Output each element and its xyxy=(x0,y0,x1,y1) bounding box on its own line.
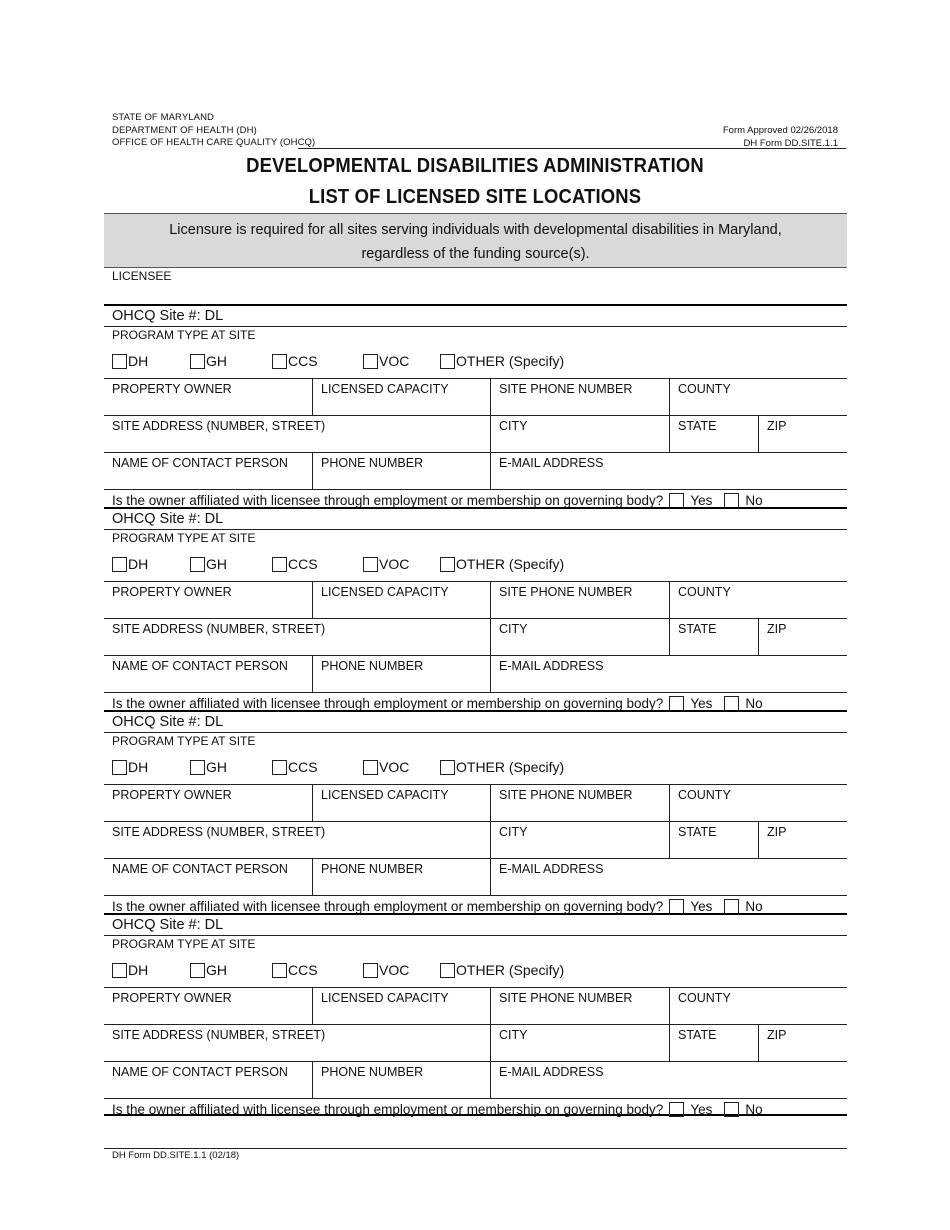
county-field[interactable] xyxy=(670,582,847,619)
program-option[interactable] xyxy=(440,759,564,775)
field-label: COUNTY xyxy=(678,585,731,599)
program-option-label: OTHER (Specify) xyxy=(456,962,565,978)
site-number-field[interactable]: OHCQ Site #: DL xyxy=(104,712,847,733)
field-label: SITE ADDRESS (NUMBER, STREET) xyxy=(112,419,326,433)
program-option-label: DH xyxy=(128,962,149,978)
field-label: STATE xyxy=(678,825,717,839)
contact-person-field[interactable] xyxy=(104,1062,313,1099)
checkbox[interactable] xyxy=(440,354,455,369)
field-label: LICENSED CAPACITY xyxy=(321,382,449,396)
checkbox[interactable] xyxy=(190,963,205,978)
phone-number-field[interactable] xyxy=(313,1062,491,1099)
checkbox[interactable] xyxy=(112,760,127,775)
email-field[interactable] xyxy=(491,859,847,896)
yes-checkbox[interactable] xyxy=(669,899,684,914)
field-label: STATE xyxy=(678,1028,717,1042)
form-approval-info xyxy=(723,125,838,150)
property-owner-field[interactable] xyxy=(104,785,313,822)
no-checkbox[interactable] xyxy=(724,899,739,914)
site-block xyxy=(104,304,847,507)
program-option[interactable] xyxy=(112,556,148,572)
program-option[interactable] xyxy=(272,759,318,775)
site-block xyxy=(104,507,847,710)
field-label: NAME OF CONTACT PERSON xyxy=(112,659,288,673)
checkbox[interactable] xyxy=(363,354,378,369)
program-type-options xyxy=(104,749,847,785)
checkbox[interactable] xyxy=(112,354,127,369)
field-label: NAME OF CONTACT PERSON xyxy=(112,862,288,876)
program-option[interactable] xyxy=(190,353,227,369)
field-label: ZIP xyxy=(767,825,787,839)
field-label: E-MAIL ADDRESS xyxy=(499,456,604,470)
program-option-label: VOC xyxy=(379,759,410,775)
program-option[interactable] xyxy=(272,962,318,978)
program-type-label: PROGRAM TYPE AT SITE xyxy=(112,734,256,748)
email-field[interactable] xyxy=(491,453,847,490)
checkbox[interactable] xyxy=(363,760,378,775)
site-address-field[interactable] xyxy=(104,822,491,859)
affiliation-question xyxy=(104,1099,847,1119)
agency-state: STATE OF MARYLAND xyxy=(112,112,214,123)
program-option[interactable] xyxy=(272,556,318,572)
city-field[interactable] xyxy=(491,822,670,859)
notice-line-2: regardless of the funding source(s). xyxy=(361,246,590,262)
yes-checkbox[interactable] xyxy=(669,493,684,508)
field-label: COUNTY xyxy=(678,991,731,1005)
field-label: E-MAIL ADDRESS xyxy=(499,862,604,876)
email-field[interactable] xyxy=(491,1062,847,1099)
program-option-label: GH xyxy=(206,962,227,978)
zip-field[interactable] xyxy=(759,822,847,859)
zip-field[interactable] xyxy=(759,416,847,453)
field-label: CITY xyxy=(499,622,528,636)
program-option-label: GH xyxy=(206,353,227,369)
program-option[interactable] xyxy=(440,353,564,369)
checkbox[interactable] xyxy=(190,354,205,369)
site-number-field[interactable]: OHCQ Site #: DL xyxy=(104,509,847,530)
field-label: NAME OF CONTACT PERSON xyxy=(112,1065,288,1079)
checkbox[interactable] xyxy=(363,963,378,978)
licensee-label: LICENSEE xyxy=(112,269,172,283)
county-field[interactable] xyxy=(670,988,847,1025)
state-field[interactable] xyxy=(670,416,759,453)
field-label: ZIP xyxy=(767,1028,787,1042)
field-label: CITY xyxy=(499,419,528,433)
city-field[interactable] xyxy=(491,416,670,453)
affiliation-question-text: Is the owner affiliated with licensee through employment or membership on governing body? xyxy=(112,1101,664,1117)
county-field[interactable] xyxy=(670,379,847,416)
field-label: SITE PHONE NUMBER xyxy=(499,991,633,1005)
program-option-label: OTHER (Specify) xyxy=(456,556,565,572)
program-option-label: OTHER (Specify) xyxy=(456,353,565,369)
program-option[interactable] xyxy=(190,962,227,978)
program-option[interactable] xyxy=(190,556,227,572)
yes-label: Yes xyxy=(690,1101,713,1117)
form-approved-date: Form Approved 02/26/2018 xyxy=(722,125,838,136)
program-option-label: CCS xyxy=(288,556,318,572)
no-checkbox[interactable] xyxy=(724,1102,739,1117)
notice-line-1: Licensure is required for all sites serving individuals with developmental disabilities in Maryland, xyxy=(169,222,782,238)
program-option[interactable] xyxy=(440,556,564,572)
footer-divider xyxy=(104,1148,847,1149)
form-number: DH Form DD.SITE.1.1 xyxy=(743,137,838,149)
phone-number-field[interactable] xyxy=(313,453,491,490)
field-label: PROPERTY OWNER xyxy=(112,991,232,1005)
state-field[interactable] xyxy=(670,1025,759,1062)
field-label: PHONE NUMBER xyxy=(321,1065,424,1079)
program-type-options xyxy=(104,343,847,379)
agency-header xyxy=(112,112,315,150)
agency-department: DEPARTMENT OF HEALTH (DH) xyxy=(112,124,257,136)
no-label: No xyxy=(745,1101,763,1117)
field-label: SITE ADDRESS (NUMBER, STREET) xyxy=(112,622,326,636)
field-label: ZIP xyxy=(767,419,787,433)
email-field[interactable] xyxy=(491,656,847,693)
field-label: NAME OF CONTACT PERSON xyxy=(112,456,288,470)
affiliation-question-text: Is the owner affiliated with licensee through employment or membership on governing body? xyxy=(112,492,664,508)
affiliation-question-text: Is the owner affiliated with licensee through employment or membership on governing body? xyxy=(112,898,664,914)
program-option-label: DH xyxy=(128,353,149,369)
checkbox[interactable] xyxy=(363,557,378,572)
checkbox[interactable] xyxy=(112,557,127,572)
site-details-grid xyxy=(104,582,847,693)
program-option[interactable] xyxy=(272,353,318,369)
field-label: PROPERTY OWNER xyxy=(112,585,232,599)
no-label: No xyxy=(745,898,763,914)
program-option-label: OTHER (Specify) xyxy=(456,759,565,775)
checkbox[interactable] xyxy=(190,557,205,572)
site-address-field[interactable] xyxy=(104,1025,491,1062)
program-option-label: GH xyxy=(206,556,227,572)
checkbox[interactable] xyxy=(272,963,287,978)
no-checkbox[interactable] xyxy=(724,493,739,508)
form-subtitle: LIST OF LICENSED SITE LOCATIONS xyxy=(308,186,642,208)
field-label: PHONE NUMBER xyxy=(321,456,424,470)
site-phone-field[interactable] xyxy=(491,379,670,416)
agency-office: OFFICE OF HEALTH CARE QUALITY (OHCQ) xyxy=(112,137,316,148)
program-option[interactable] xyxy=(112,759,148,775)
checkbox[interactable] xyxy=(272,760,287,775)
program-type-label: PROGRAM TYPE AT SITE xyxy=(112,328,256,342)
field-label: STATE xyxy=(678,622,717,636)
program-option-label: VOC xyxy=(379,962,410,978)
field-label: SITE ADDRESS (NUMBER, STREET) xyxy=(112,825,326,839)
yes-checkbox[interactable] xyxy=(669,696,684,711)
program-option-label: CCS xyxy=(288,962,318,978)
header-divider xyxy=(298,148,846,149)
site-block xyxy=(104,710,847,913)
program-option[interactable] xyxy=(190,759,227,775)
site-number-field[interactable]: OHCQ Site #: DL xyxy=(104,915,847,936)
zip-field[interactable] xyxy=(759,1025,847,1062)
footer-form-id: DH Form DD.SITE.1.1 (02/18) xyxy=(112,1150,240,1161)
program-option[interactable] xyxy=(112,962,148,978)
county-field[interactable] xyxy=(670,785,847,822)
program-option[interactable] xyxy=(363,962,409,978)
field-label: COUNTY xyxy=(678,788,731,802)
phone-number-field[interactable] xyxy=(313,656,491,693)
field-label: LICENSED CAPACITY xyxy=(321,585,449,599)
field-label: PHONE NUMBER xyxy=(321,659,424,673)
program-option-label: CCS xyxy=(288,759,318,775)
property-owner-field[interactable] xyxy=(104,988,313,1025)
program-type-label: PROGRAM TYPE AT SITE xyxy=(112,937,256,951)
program-option-label: DH xyxy=(128,759,149,775)
city-field[interactable] xyxy=(491,1025,670,1062)
field-label: PROPERTY OWNER xyxy=(112,382,232,396)
site-address-field[interactable] xyxy=(104,619,491,656)
program-option-label: VOC xyxy=(379,353,410,369)
field-label: CITY xyxy=(499,825,528,839)
no-checkbox[interactable] xyxy=(724,696,739,711)
program-option[interactable] xyxy=(440,962,564,978)
field-label: CITY xyxy=(499,1028,528,1042)
licensed-capacity-field[interactable] xyxy=(313,582,491,619)
checkbox[interactable] xyxy=(440,557,455,572)
program-type-label: PROGRAM TYPE AT SITE xyxy=(112,531,256,545)
field-label: E-MAIL ADDRESS xyxy=(499,659,604,673)
no-label: No xyxy=(745,492,763,508)
site-address-field[interactable] xyxy=(104,416,491,453)
program-option[interactable] xyxy=(363,353,409,369)
site-number-field[interactable]: OHCQ Site #: DL xyxy=(104,306,847,327)
licensee-field[interactable] xyxy=(104,283,847,305)
checkbox[interactable] xyxy=(190,760,205,775)
field-label: SITE PHONE NUMBER xyxy=(499,382,633,396)
contact-person-field[interactable] xyxy=(104,859,313,896)
field-label: SITE PHONE NUMBER xyxy=(499,788,633,802)
yes-label: Yes xyxy=(690,898,713,914)
site-details-grid xyxy=(104,988,847,1099)
checkbox[interactable] xyxy=(112,963,127,978)
site-phone-field[interactable] xyxy=(491,582,670,619)
program-option-label: CCS xyxy=(288,353,318,369)
no-label: No xyxy=(745,695,763,711)
field-label: E-MAIL ADDRESS xyxy=(499,1065,604,1079)
program-option-label: DH xyxy=(128,556,149,572)
licensure-notice xyxy=(104,213,847,268)
program-option-label: VOC xyxy=(379,556,410,572)
site-details-grid xyxy=(104,785,847,896)
contact-person-field[interactable] xyxy=(104,453,313,490)
zip-field[interactable] xyxy=(759,619,847,656)
checkbox[interactable] xyxy=(440,760,455,775)
state-field[interactable] xyxy=(670,822,759,859)
yes-label: Yes xyxy=(690,695,713,711)
field-label: LICENSED CAPACITY xyxy=(321,991,449,1005)
program-option[interactable] xyxy=(363,556,409,572)
city-field[interactable] xyxy=(491,619,670,656)
program-type-options xyxy=(104,952,847,988)
contact-person-field[interactable] xyxy=(104,656,313,693)
program-option[interactable] xyxy=(112,353,148,369)
checkbox[interactable] xyxy=(440,963,455,978)
program-option[interactable] xyxy=(363,759,409,775)
field-label: COUNTY xyxy=(678,382,731,396)
field-label: SITE PHONE NUMBER xyxy=(499,585,633,599)
checkbox[interactable] xyxy=(272,557,287,572)
program-option-label: GH xyxy=(206,759,227,775)
field-label: STATE xyxy=(678,419,717,433)
licensed-capacity-field[interactable] xyxy=(313,988,491,1025)
licensed-capacity-field[interactable] xyxy=(313,379,491,416)
form-title: DEVELOPMENTAL DISABILITIES ADMINISTRATION xyxy=(246,155,704,177)
site-block xyxy=(104,913,847,1116)
site-phone-field[interactable] xyxy=(491,988,670,1025)
field-label: LICENSED CAPACITY xyxy=(321,788,449,802)
property-owner-field[interactable] xyxy=(104,379,313,416)
phone-number-field[interactable] xyxy=(313,859,491,896)
site-phone-field[interactable] xyxy=(491,785,670,822)
program-type-options xyxy=(104,546,847,582)
field-label: PHONE NUMBER xyxy=(321,862,424,876)
affiliation-question-text: Is the owner affiliated with licensee through employment or membership on governing body? xyxy=(112,695,664,711)
checkbox[interactable] xyxy=(272,354,287,369)
state-field[interactable] xyxy=(670,619,759,656)
yes-label: Yes xyxy=(690,492,713,508)
field-label: PROPERTY OWNER xyxy=(112,788,232,802)
field-label: SITE ADDRESS (NUMBER, STREET) xyxy=(112,1028,326,1042)
licensed-capacity-field[interactable] xyxy=(313,785,491,822)
yes-checkbox[interactable] xyxy=(669,1102,684,1117)
property-owner-field[interactable] xyxy=(104,582,313,619)
field-label: ZIP xyxy=(767,622,787,636)
site-details-grid xyxy=(104,379,847,490)
